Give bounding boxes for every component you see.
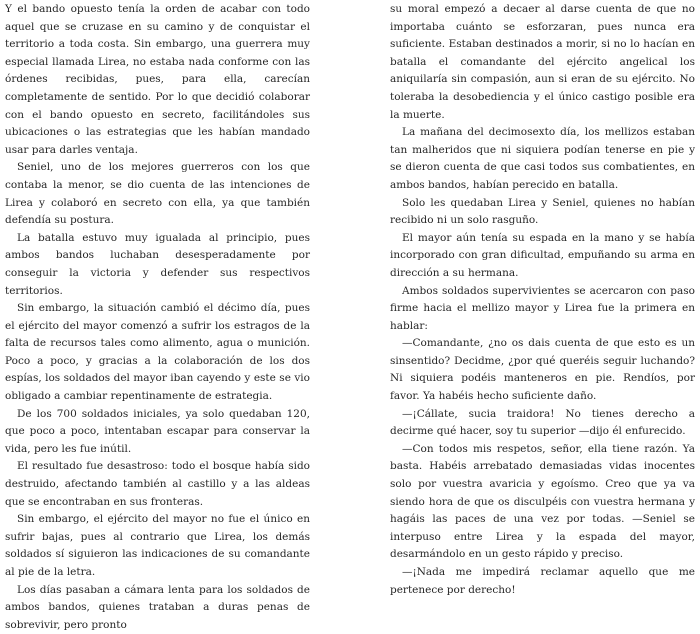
left-page: [5, 1, 310, 634]
paragraph: Sin embargo, la situación cambió el décimo día, pues el ejército del mayor comenzó a sufrir los estragos de la falta de recursos tales como alimento, agua o munición. Poco a poco, y gracias a la colaboración de los dos espías, los soldados del mayor iban cayendo y este se vio obligado a cambiar repentinamente de estrategia.: [5, 302, 310, 403]
paragraph: —¡Nada me impedirá reclamar aquello que me pertenece por derecho!: [390, 566, 695, 596]
paragraph: El mayor aún tenía su espada en la mano y se había incorporado con gran dificultad, empuñando su arma en dirección a su hermana.: [390, 231, 695, 279]
paragraph: su moral empezó a decaer al darse cuenta de que no importaba cuánto se esforzaran, pues nunca era suficiente. Estaban destinados a morir, si no lo hacían en batalla el comandante del ejército angelical los aniquilaría sin compasión, aun si eran de su ejército. No toleraba la desobediencia y el único castigo posible era la muerte.: [390, 3, 695, 121]
paragraph: Y el bando opuesto tenía la orden de acabar con todo aquel que se cruzase en su camino y de conquistar el territorio a toda costa. Sin embargo, una guerrera muy especial llamada Lirea, no estaba nada conforme con las órdenes recibidas, pues, para ella, carecían completamente de sentido. Por lo que decidió colaborar con el bando opuesto en secreto, facilitándoles sus ubicaciones o las estrategias que les habían mandado usar para darles ventaja.: [5, 3, 310, 156]
paragraph: Los días pasaban a cámara lenta para los soldados de ambos bandos, quienes trataban a duras penas de sobrevivir, pero pronto: [5, 583, 310, 631]
paragraph: La mañana del decimosexto día, los mellizos estaban tan malheridos que ni siquiera podían tenerse en pie y se dieron cuenta de que casi todos sus combatientes, en ambos bandos, habían perecido en batalla.: [390, 126, 695, 191]
paragraph: —Comandante, ¿no os dais cuenta de que esto es un sinsentido? Decidme, ¿por qué queréis seguir luchando? Ni siquiera podéis manteneros en pie. Rendíos, por favor. Ya habéis hecho suficiente daño.: [390, 337, 695, 403]
paragraph: Seniel, uno de los mejores guerreros con los que contaba la menor, se dio cuenta de las intenciones de Lirea y colaboró en secreto con ella, ya que también defendía su postura.: [5, 161, 310, 227]
paragraph: —¡Cállate, sucia traidora! No tienes derecho a decirme qué hacer, soy tu superior —dijo él enfurecido.: [390, 407, 695, 438]
paragraph: El resultado fue desastroso: todo el bosque había sido destruido, afectando también al castillo y a las aldeas que se encontraban en sus fronteras.: [5, 460, 310, 508]
paragraph: —Con todos mis respetos, señor, ella tiene razón. Ya basta. Habéis arrebatado demasiadas vidas inocentes solo por vuestra avaricia y egoísmo. Creo que ya va siendo hora de que os disculpéis con vuestra hermana y hagáis las paces de una vez por todas. —Seniel se interpuso entre Lirea y la espada del mayor, desarmándolo en un gesto rápido y preciso.: [390, 442, 695, 561]
paragraph: Sin embargo, el ejército del mayor no fue el único en sufrir bajas, pues al contrario que Lirea, los demás soldados sí siguieron las indicaciones de su comandante al pie de la letra.: [5, 513, 310, 578]
right-page: [390, 1, 695, 599]
paragraph: De los 700 soldados iniciales, ya solo quedaban 120, que poco a poco, intentaban escapar para conservar la vida, pero les fue inútil.: [5, 407, 310, 455]
paragraph: Ambos soldados supervivientes se acercaron con paso firme hacia el mellizo mayor y Lirea fue la primera en hablar:: [390, 284, 695, 332]
paragraph: Solo les quedaban Lirea y Seniel, quienes no habían recibido ni un solo rasguño.: [390, 196, 695, 227]
paragraph: La batalla estuvo muy igualada al principio, pues ambos bandos luchaban desesperadamente por conseguir la victoria y defender sus respectivos territorios.: [5, 231, 310, 297]
